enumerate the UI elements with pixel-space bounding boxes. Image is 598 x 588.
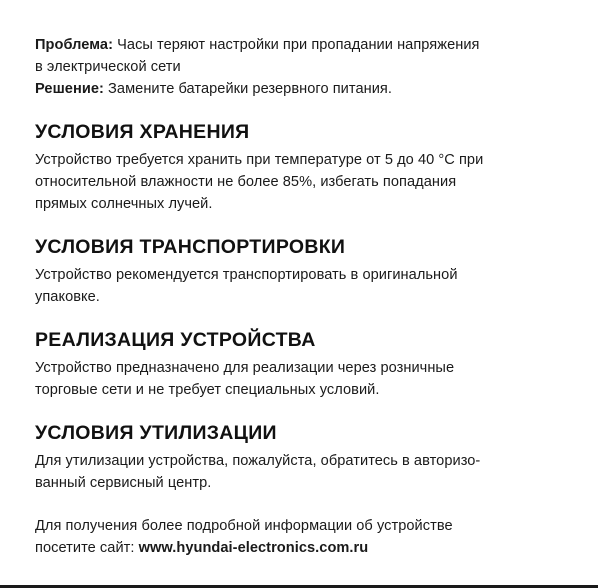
problem-text-continued: в электрической сети: [35, 59, 181, 75]
transport-line: Устройство рекомендуется транспортировать в оригинальной: [35, 267, 458, 283]
problem-paragraph: [35, 34, 575, 78]
disposal-text: [35, 450, 575, 494]
storage-line: Устройство требуется хранить при температуре от 5 до 40 °С при: [35, 152, 484, 168]
sale-heading: РЕАЛИЗАЦИЯ УСТРОЙСТВА: [35, 329, 316, 351]
disposal-line: ванный сервисный центр.: [35, 475, 212, 491]
storage-text: [35, 149, 575, 215]
storage-section: [35, 120, 575, 215]
sale-line: торговые сети и не требует специальных условий.: [35, 382, 380, 398]
solution-label: Решение:: [35, 81, 104, 97]
transport-line: упаковке.: [35, 289, 100, 305]
disposal-section: [35, 421, 575, 494]
sale-section: [35, 328, 575, 401]
solution-text: Замените батарейки резервного питания.: [103, 81, 392, 97]
problem-text: Часы теряют настройки при пропадании напряжения: [113, 37, 480, 53]
more-info-paragraph: [35, 515, 575, 559]
storage-line: прямых солнечных лучей.: [35, 196, 213, 212]
transport-section: [35, 235, 575, 308]
sale-line: Устройство предназначено для реализации через розничные: [35, 360, 455, 376]
website-link[interactable]: www.hyundai-electronics.com.ru: [138, 540, 369, 556]
more-info-prefix: посетите сайт:: [35, 540, 139, 556]
troubleshooting-block: [35, 34, 575, 100]
manual-page: [35, 34, 575, 559]
solution-paragraph: [35, 78, 575, 100]
storage-line: относительной влажности не более 85%, избегать попадания: [35, 174, 457, 190]
transport-heading: УСЛОВИЯ ТРАНСПОРТИРОВКИ: [35, 236, 346, 258]
disposal-line: Для утилизации устройства, пожалуйста, обратитесь в авторизо-: [35, 453, 481, 469]
sale-text: [35, 357, 575, 401]
transport-text: [35, 264, 575, 308]
more-info-text: Для получения более подробной информации об устройстве: [35, 518, 453, 534]
storage-heading: УСЛОВИЯ ХРАНЕНИЯ: [35, 121, 250, 143]
disposal-heading: УСЛОВИЯ УТИЛИЗАЦИИ: [35, 422, 277, 444]
problem-label: Проблема:: [35, 37, 114, 53]
